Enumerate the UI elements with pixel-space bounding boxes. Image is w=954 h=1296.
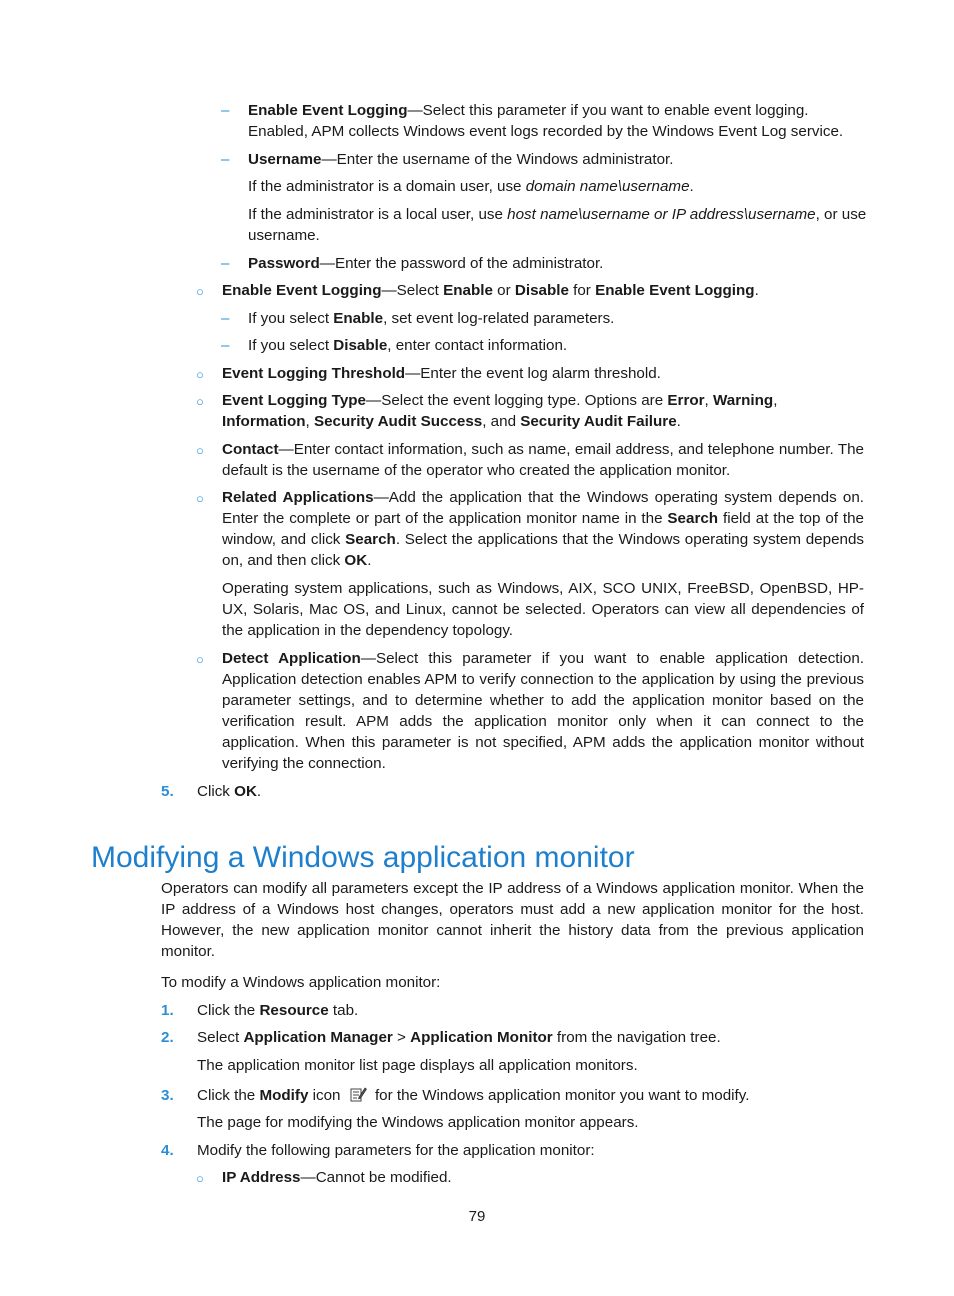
step-number: 1.: [161, 1002, 174, 1019]
dash-bullet: –: [221, 310, 230, 327]
param-enable-event-logging-sub: [248, 100, 868, 142]
step-3-text: Click the Modify icon for the Windows application monitor you want to modify.: [197, 1087, 750, 1104]
param-password: [248, 253, 868, 274]
param-contact: Contact—Enter contact information, such as name, email address, and telephone number. The default is the username of the operator who created the application monitor.: [222, 441, 864, 479]
dash-bullet: –: [221, 337, 230, 354]
param-detect-application: Detect Application—Select this parameter if you want to enable application detection. Application detection enables APM to verify connection to the application by using the previous parameter settings, and to determine whether to add the application monitor based on the verification result. APM adds the application monitor only when it can connect to the application. When this parameter is not specified, APM adds the application monitor without verifying the connection.: [222, 650, 865, 772]
param-term: Password: [248, 255, 320, 272]
step-3-note: The page for modifying the Windows application monitor appears.: [197, 1114, 639, 1131]
param-term: Enable Event Logging: [248, 102, 408, 119]
step-4-text: Modify the following parameters for the application monitor:: [197, 1142, 595, 1159]
param-event-logging-threshold: Event Logging Threshold—Enter the event log alarm threshold.: [222, 365, 661, 382]
step-1-text: Click the Resource tab.: [197, 1002, 359, 1019]
dash-bullet: –: [221, 151, 230, 168]
param-term: Username: [248, 151, 322, 168]
step-2-note: The application monitor list page displays all application monitors.: [197, 1057, 638, 1074]
related-applications-note: Operating system applications, such as Windows, AIX, SCO UNIX, FreeBSD, OpenBSD, HP-UX, Solaris, Mac OS, and Linux, cannot be selected. Operators can view all dependencies of the application in the dependency topology.: [222, 580, 864, 639]
step-number: 3.: [161, 1087, 174, 1104]
if-disable-note: If you select Disable, enter contact information.: [248, 337, 568, 354]
circle-bullet: ○: [196, 367, 204, 382]
username-note-domain: If the administrator is a domain user, use domain name\username.: [248, 178, 694, 195]
param-desc: —Select this parameter if you want to enable event logging. Enabled, APM collects Windows event logs recorded by the Windows Event Log service.: [248, 102, 844, 140]
param-desc: —Enter the username of the Windows administrator.: [321, 151, 674, 168]
param-related-applications: Related Applications—Add the application that the Windows operating system depends on. Enter the complete or part of the application monitor name in the Search field at the top of the window, and click Search. Select the applications that the Windows operating system depends on, and then click OK.: [222, 489, 864, 569]
circle-bullet: ○: [196, 284, 204, 299]
dash-bullet: –: [221, 255, 230, 272]
circle-bullet: ○: [196, 1171, 204, 1186]
dash-bullet: –: [221, 102, 230, 119]
username-note-local: If the administrator is a local user, use host name\username or IP address\username, or use username.: [248, 206, 867, 244]
circle-bullet: ○: [196, 652, 204, 667]
step-number: 4.: [161, 1142, 174, 1159]
section-heading: Modifying a Windows application monitor: [91, 841, 635, 875]
page-number: 79: [468, 1208, 486, 1225]
circle-bullet: ○: [196, 491, 204, 506]
param-username: [248, 149, 868, 170]
param-enable-event-logging: Enable Event Logging—Select Enable or Disable for Enable Event Logging.: [222, 282, 759, 299]
step-number: 5.: [161, 783, 174, 800]
if-enable-note: If you select Enable, set event log-related parameters.: [248, 310, 615, 327]
modify-icon: [349, 1085, 367, 1103]
circle-bullet: ○: [196, 443, 204, 458]
step-number: 2.: [161, 1029, 174, 1046]
param-ip-address: IP Address—Cannot be modified.: [222, 1169, 452, 1186]
param-desc: —Enter the password of the administrator.: [319, 255, 604, 272]
procedure-intro: To modify a Windows application monitor:: [161, 974, 441, 991]
step-2-text: Select Application Manager > Application Monitor from the navigation tree.: [197, 1029, 721, 1046]
circle-bullet: ○: [196, 394, 204, 409]
param-event-logging-type: Event Logging Type—Select the event logging type. Options are Error, Warning, Information, Security Audit Success, and Security Audit Failure.: [222, 392, 778, 430]
intro-paragraph: Operators can modify all parameters except the IP address of a Windows application monitor. When the IP address of a Windows host changes, operators must add a new application monitor for the host. However, the new application monitor cannot inherit the history data from the previous application monitor.: [161, 880, 864, 960]
step-5-text: Click OK.: [197, 783, 262, 800]
